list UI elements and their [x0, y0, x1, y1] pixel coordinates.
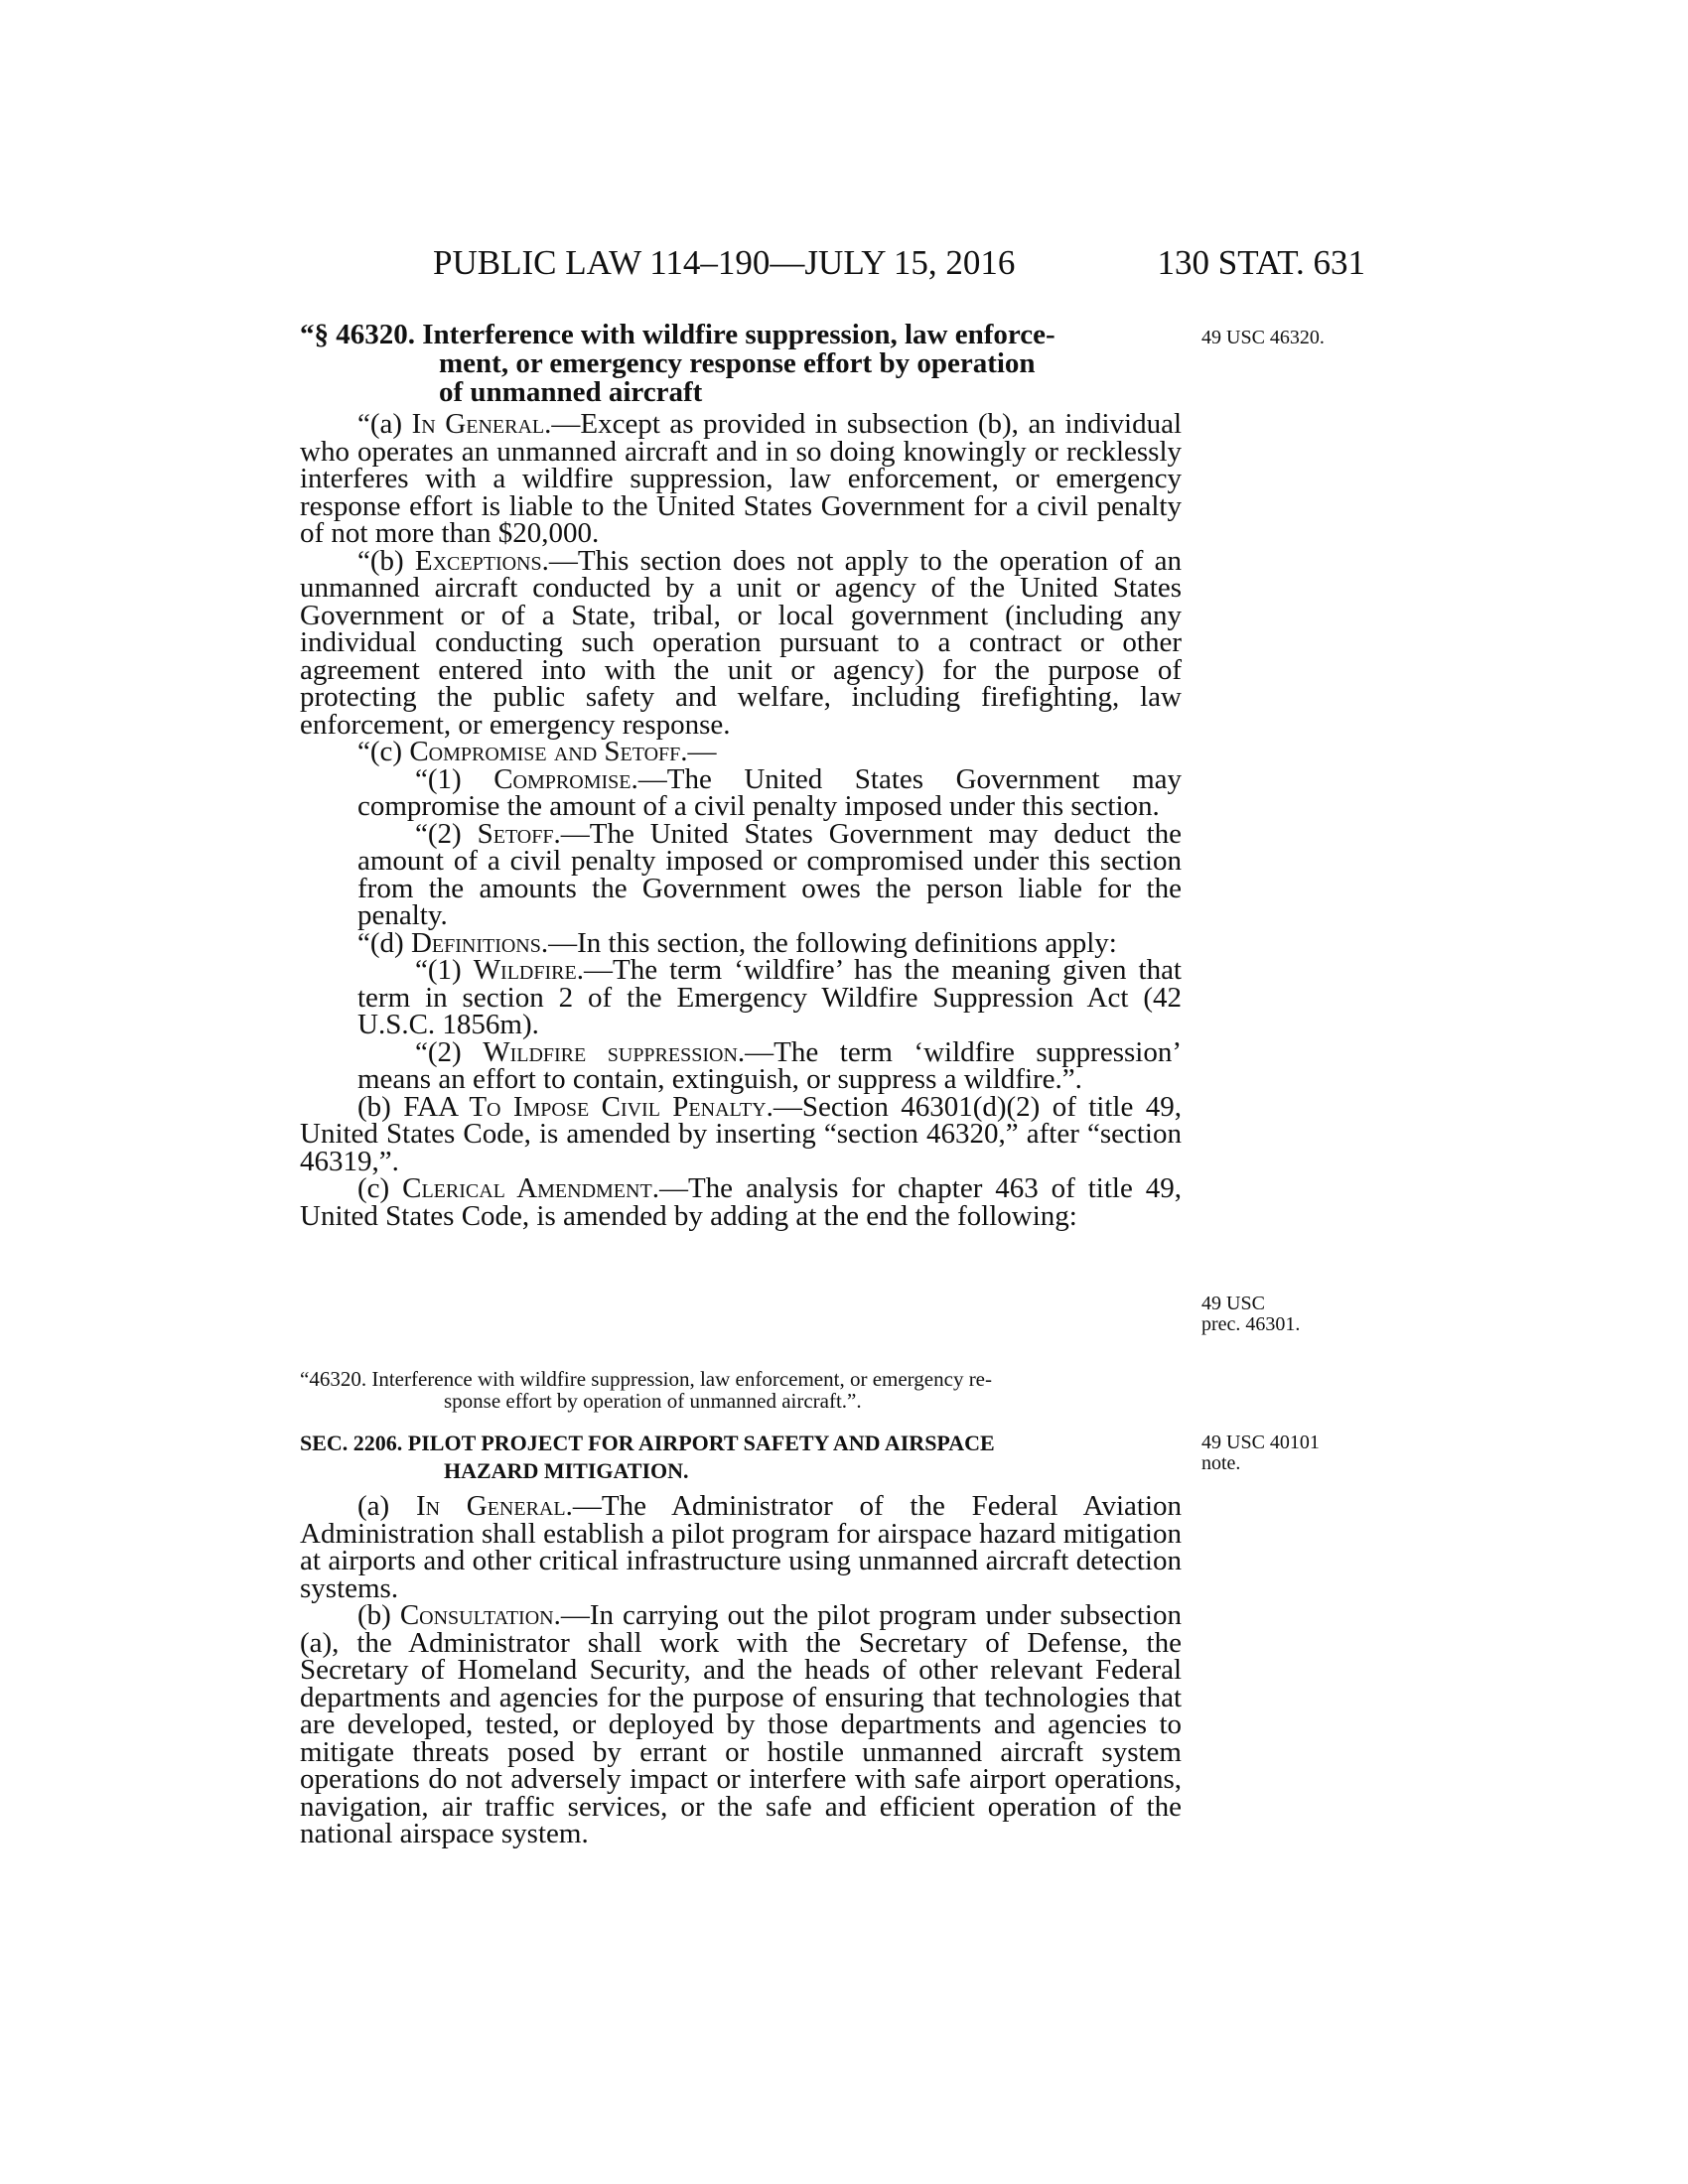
heading-line: “§ 46320. Interference with wildfire suppression, law enforce-: [300, 319, 1055, 350]
subsection-label: (b): [357, 1599, 400, 1631]
faa-civil-penalty: [300, 1090, 1182, 1177]
subsection-label: “(c): [357, 736, 410, 767]
subsection-label: “(a): [357, 408, 412, 440]
paragraph-d1: [300, 954, 1182, 1040]
subsection-text: —Except as provided in subsection (b), an individual who operates an unmanned aircraft and in so doing knowingly or recklessly interferes with a wildfire suppression, law enforcement, or emergency response effort is liable to the United States Government for a civil penalty of not more than $20,000.: [300, 408, 1183, 549]
subsection-label: (c): [357, 1172, 403, 1204]
subsection-b: [300, 544, 1183, 741]
margin-note-line: note.: [1201, 1452, 1241, 1474]
margin-note-line: 49 USC 40101: [1201, 1432, 1320, 1453]
subsection-caption: Exceptions.: [414, 544, 549, 577]
paragraph-text: —The United States Government may deduct the amount of a civil penalty imposed or compromised under this section from the amounts the Government owes the person liable for the penalty.: [357, 817, 1183, 931]
paragraph-label: “(2): [415, 817, 478, 850]
subsection-label: “(d): [357, 926, 411, 959]
analysis-line: sponse effort by operation of unmanned aircraft.”.: [444, 1389, 862, 1413]
subsection-b: [300, 1599, 1182, 1849]
paragraph-label: “(2): [415, 1035, 484, 1068]
paragraph-c2: [300, 817, 1183, 931]
subsection-text: —The analysis for chapter 463 of title 49, United States Code, is amended by adding at the end the following:: [300, 1172, 1183, 1232]
paragraph-text: —The term ‘wildfire suppression’ means an effort to contain, extinguish, or suppress a wildfire.”.: [357, 1035, 1182, 1095]
paragraph-caption: Wildfire suppression.: [483, 1035, 746, 1068]
section-46320-body: [300, 408, 1183, 1232]
subsection-caption: Compromise and Setoff.: [409, 736, 688, 767]
paragraph-c1: [300, 762, 1182, 822]
subsection-caption: In General.: [411, 408, 552, 440]
heading-line: ment, or emergency response effort by operation: [439, 347, 1036, 379]
margin-note-line: prec. 46301.: [1201, 1313, 1301, 1335]
subsection-label: “(b): [357, 544, 415, 577]
subsection-label: (a): [357, 1490, 416, 1522]
paragraph-label: “(1): [415, 762, 494, 795]
margin-note-line: 49 USC: [1201, 1293, 1265, 1314]
subsection-text: —In this section, the following definitions apply:: [548, 926, 1117, 959]
margin-note-usc: [1201, 1433, 1320, 1474]
analysis-line: “46320. Interference with wildfire suppression, law enforcement, or emergency re-: [300, 1367, 992, 1391]
subsection-d: [300, 926, 1182, 959]
heading-line: of unmanned aircraft: [439, 376, 703, 408]
subsection-text: —Section 46301(d)(2) of title 49, United States Code, is amended by inserting “section 46320,” after “section 46319,”.: [300, 1090, 1182, 1177]
subsection-text: —The Administrator of the Federal Aviation Administration shall establish a pilot program for airspace hazard mitigation at airports and other critical infrastructure using unmanned aircraft detection systems.: [300, 1490, 1183, 1604]
subsection-caption: Consultation.: [399, 1599, 561, 1631]
margin-note-usc: 49 USC 46320.: [1201, 327, 1325, 348]
subsection-caption: Definitions.: [410, 926, 549, 959]
subsection-c: [300, 736, 1182, 767]
margin-note-usc: [1201, 1294, 1300, 1335]
paragraph-caption: Compromise.: [493, 762, 638, 795]
paragraph-text: —The term ‘wildfire’ has the meaning given that term in section 2 of the Emergency Wildfire Suppression Act (42 U.S.C. 1856m).: [357, 954, 1182, 1040]
chapter-analysis-entry: [300, 1368, 1182, 1412]
paragraph-caption: Wildfire.: [473, 954, 584, 986]
subsection-caption: In General.: [415, 1490, 573, 1522]
subsection-caption: FAA To Impose Civil Penalty.: [403, 1090, 774, 1123]
subsection-text: —This section does not apply to the operation of an unmanned aircraft conducted by a unit or agency of the United States Government or of a State, tribal, or local government (including any individual conducting such operation pursuant to a contract or other agreement entered into with the unit or agency) for the purpose of protecting the public safety and welfare, including firefighting, law enforcement, or emergency response.: [300, 544, 1183, 741]
clerical-amendment: [300, 1172, 1183, 1232]
law-title: PUBLIC LAW 114–190—JULY 15, 2016: [433, 243, 1016, 282]
paragraph-label: “(1): [415, 954, 474, 986]
subsection-caption: Clerical Amendment.: [402, 1172, 659, 1204]
section-2206-body: [300, 1490, 1183, 1849]
paragraph-d2: [300, 1035, 1182, 1095]
subsection-a: [300, 408, 1183, 549]
statute-page-number: 130 STAT. 631: [1157, 243, 1365, 282]
subsection-text: —: [687, 736, 717, 767]
heading-line: SEC. 2206. PILOT PROJECT FOR AIRPORT SAFETY AND AIRSPACE: [300, 1431, 995, 1455]
section-46320-heading: [300, 321, 1182, 407]
subsection-text: —In carrying out the pilot program under subsection (a), the Administrator shall work with the Secretary of Defense, the Secretary of Homeland Security, and the heads of other relevant Federal departments and agencies for the purpose of ensuring that technologies that are developed, tested, or deployed by those departments and agencies to mitigate threats posed by errant or hostile unmanned aircraft system operations do not adversely impact or interfere with safe airport operations, navigation, air traffic services, or the safe and efficient operation of the national airspace system.: [300, 1599, 1182, 1849]
section-2206-heading: [300, 1430, 1182, 1485]
subsection-a: [300, 1490, 1183, 1604]
paragraph-text: —The United States Government may compromise the amount of a civil penalty imposed under this section.: [357, 762, 1182, 822]
paragraph-caption: Setoff.: [477, 817, 561, 850]
heading-line: HAZARD MITIGATION.: [444, 1458, 689, 1483]
subsection-label: (b): [357, 1090, 404, 1123]
